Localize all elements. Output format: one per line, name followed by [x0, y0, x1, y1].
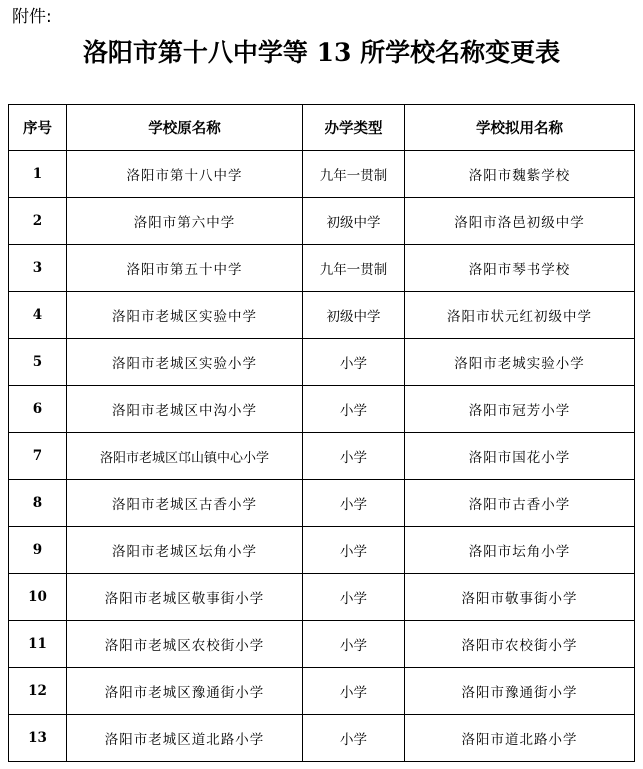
row-index: 10 [9, 574, 67, 621]
row-school-type: 小学 [303, 339, 405, 386]
row-index: 9 [9, 527, 67, 574]
table-row [9, 386, 635, 433]
row-original-name: 洛阳市老城区豫通街小学 [67, 668, 303, 715]
header-original-name: 学校原名称 [67, 105, 303, 151]
row-school-type: 小学 [303, 715, 405, 762]
row-school-type: 小学 [303, 527, 405, 574]
row-original-name: 洛阳市老城区古香小学 [67, 480, 303, 527]
row-index: 4 [9, 292, 67, 339]
row-new-name: 洛阳市古香小学 [405, 480, 635, 527]
row-new-name: 洛阳市道北路小学 [405, 715, 635, 762]
row-new-name: 洛阳市冠芳小学 [405, 386, 635, 433]
attachment-label: 附件: [12, 7, 52, 27]
row-school-type: 小学 [303, 574, 405, 621]
row-new-name: 洛阳市状元红初级中学 [405, 292, 635, 339]
table-row [9, 574, 635, 621]
table-header-row [9, 105, 635, 151]
row-index: 8 [9, 480, 67, 527]
header-school-type: 办学类型 [303, 105, 405, 151]
row-new-name: 洛阳市国花小学 [405, 433, 635, 480]
row-new-name: 洛阳市魏紫学校 [405, 151, 635, 198]
table-row [9, 339, 635, 386]
row-school-type: 小学 [303, 480, 405, 527]
row-index: 7 [9, 433, 67, 480]
row-new-name: 洛阳市洛邑初级中学 [405, 198, 635, 245]
row-school-type: 小学 [303, 621, 405, 668]
table-row [9, 433, 635, 480]
row-new-name: 洛阳市老城实验小学 [405, 339, 635, 386]
table-row [9, 292, 635, 339]
table-row [9, 198, 635, 245]
row-original-name: 洛阳市老城区实验中学 [67, 292, 303, 339]
row-original-name: 洛阳市老城区坛角小学 [67, 527, 303, 574]
row-school-type: 初级中学 [303, 292, 405, 339]
row-index: 2 [9, 198, 67, 245]
table-row [9, 245, 635, 292]
row-index: 1 [9, 151, 67, 198]
row-new-name: 洛阳市豫通街小学 [405, 668, 635, 715]
row-original-name: 洛阳市第五十中学 [67, 245, 303, 292]
row-index: 11 [9, 621, 67, 668]
header-index: 序号 [9, 105, 67, 151]
row-index: 13 [9, 715, 67, 762]
row-new-name: 洛阳市琴书学校 [405, 245, 635, 292]
document-title: 洛阳市第十八中学等 13 所学校名称变更表 [82, 38, 561, 67]
row-original-name: 洛阳市老城区农校街小学 [67, 621, 303, 668]
row-original-name: 洛阳市老城区敬事街小学 [67, 574, 303, 621]
row-original-name: 洛阳市第六中学 [67, 198, 303, 245]
table-row [9, 480, 635, 527]
row-school-type: 小学 [303, 386, 405, 433]
row-school-type: 九年一贯制 [303, 151, 405, 198]
row-index: 3 [9, 245, 67, 292]
row-original-name: 洛阳市老城区邙山镇中心小学 [67, 433, 303, 480]
table-row [9, 668, 635, 715]
row-school-type: 九年一贯制 [303, 245, 405, 292]
table-row [9, 621, 635, 668]
row-original-name: 洛阳市第十八中学 [67, 151, 303, 198]
row-school-type: 小学 [303, 668, 405, 715]
school-name-change-table [8, 104, 635, 762]
table-row [9, 715, 635, 762]
row-new-name: 洛阳市敬事街小学 [405, 574, 635, 621]
table-row [9, 527, 635, 574]
row-original-name: 洛阳市老城区道北路小学 [67, 715, 303, 762]
row-new-name: 洛阳市农校街小学 [405, 621, 635, 668]
table-row [9, 151, 635, 198]
row-original-name: 洛阳市老城区实验小学 [67, 339, 303, 386]
row-original-name: 洛阳市老城区中沟小学 [67, 386, 303, 433]
row-index: 12 [9, 668, 67, 715]
row-index: 6 [9, 386, 67, 433]
header-new-name: 学校拟用名称 [405, 105, 635, 151]
row-school-type: 小学 [303, 433, 405, 480]
row-new-name: 洛阳市坛角小学 [405, 527, 635, 574]
row-school-type: 初级中学 [303, 198, 405, 245]
row-index: 5 [9, 339, 67, 386]
